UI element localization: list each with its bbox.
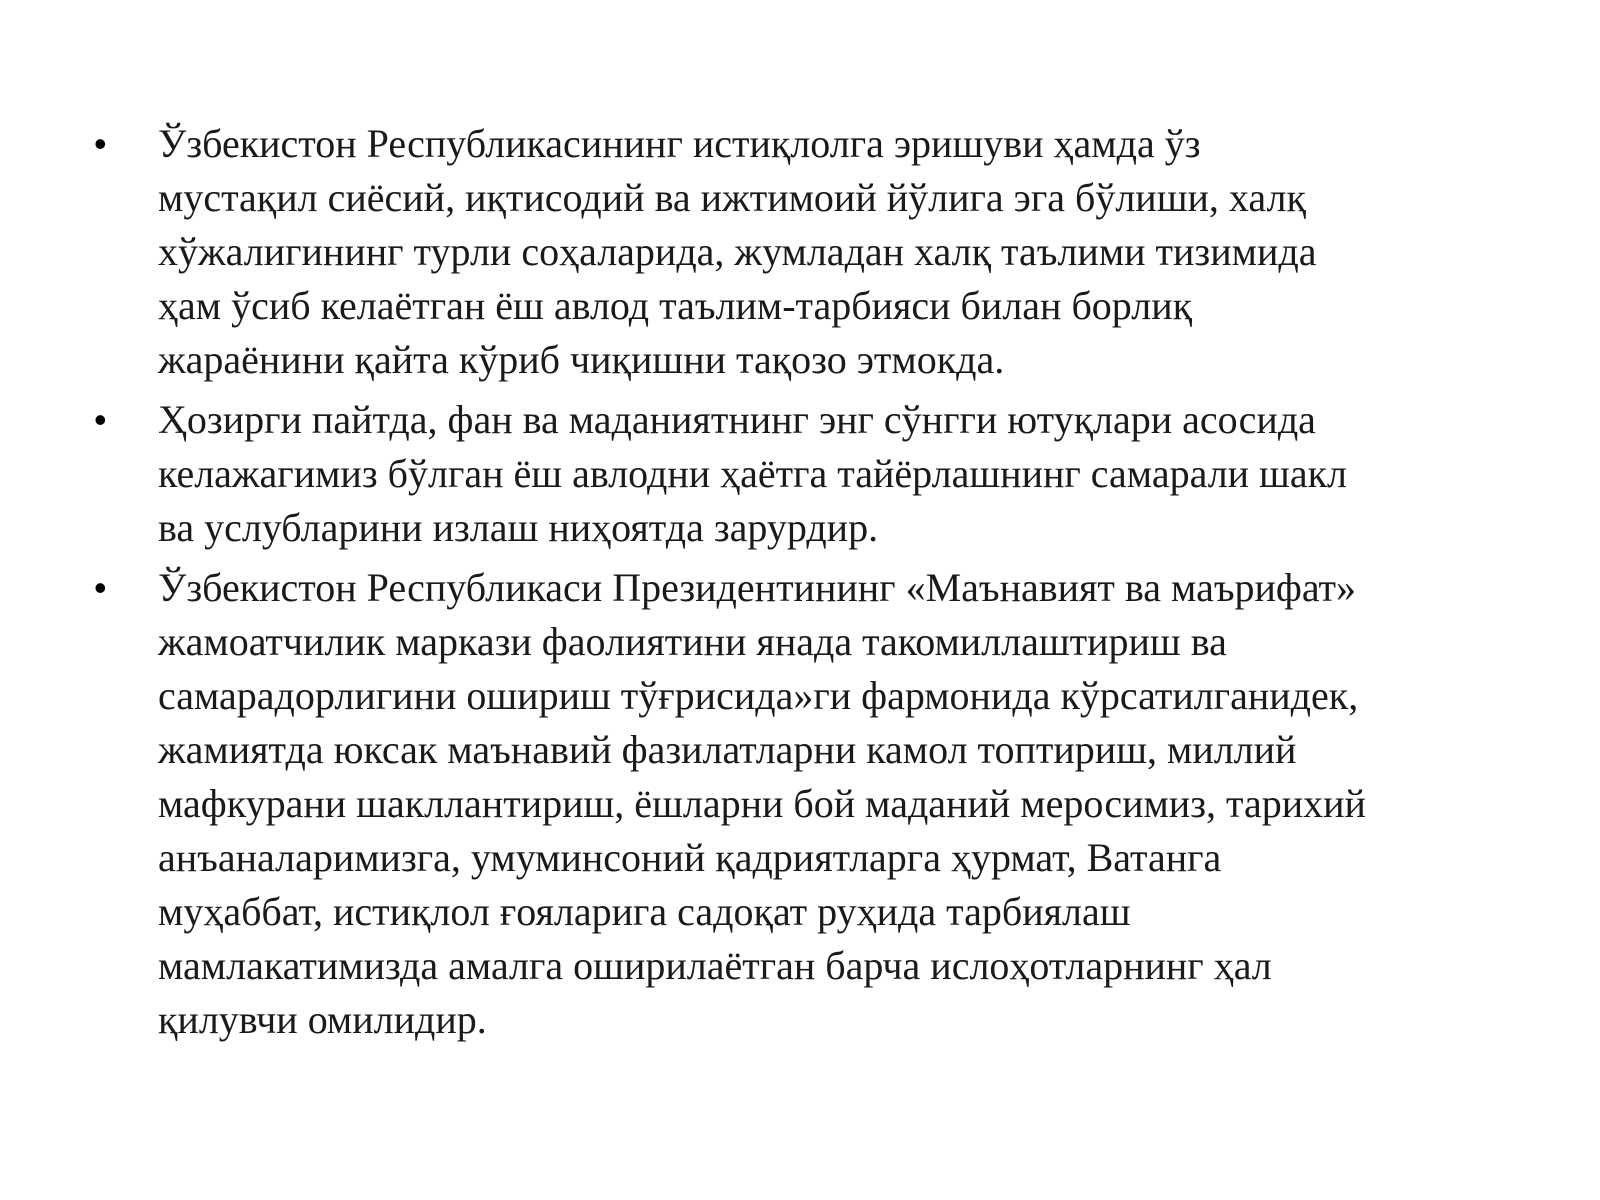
list-item bbox=[94, 117, 1534, 387]
bullet-text: Ўзбекистон Республикасининг истиқлолга эришуви ҳамда ўз мустақил сиёсий, иқтисодий ва ижтимоий йўлига эга бўлиши, халқ хўжалигининг турли соҳаларида, жумладан халқ таълими тизимида ҳам ўсиб келаётган ёш авлод таълим-тарбияси билан борлиқ жараёнини қайта кўриб чиқишни тақозо этмокда. bbox=[158, 121, 1317, 382]
list-item bbox=[94, 393, 1534, 555]
list-item bbox=[94, 561, 1534, 1047]
bullet-icon: • bbox=[94, 567, 107, 608]
bullet-text: Ҳозирги пайтда, фан ва маданиятнинг энг сўнгги ютуқлари асосида келажагимиз бўлган ёш авлодни ҳаётга тайёрлашнинг самарали шакл ва услубларини излаш ниҳоятда зарурдир. bbox=[158, 397, 1348, 550]
bullet-icon: • bbox=[94, 123, 107, 164]
bullet-icon: • bbox=[94, 399, 107, 440]
bullet-list bbox=[94, 117, 1534, 1053]
bullet-text: Ўзбекистон Республикаси Президентининг «Маънавият ва маърифат» жамоатчилик маркази фаолиятини янада такомиллаштириш ва самарадорлигини ошириш тўғрисида»ги фармонида кўрсатилганидек, жамиятда юксак маънавий фазилатларни камол топтириш, миллий мафкурани шакллантириш, ёшларни бой маданий меросимиз, тарихий анъаналаримизга, умуминсоний қадриятларга ҳурмат, Ватанга муҳаббат, истиқлол ғояларига садоқат руҳида тарбиялаш мамлакатимизда амалга оширилаётган барча ислоҳотларнинг ҳал қилувчи омилидир. bbox=[158, 565, 1366, 1042]
